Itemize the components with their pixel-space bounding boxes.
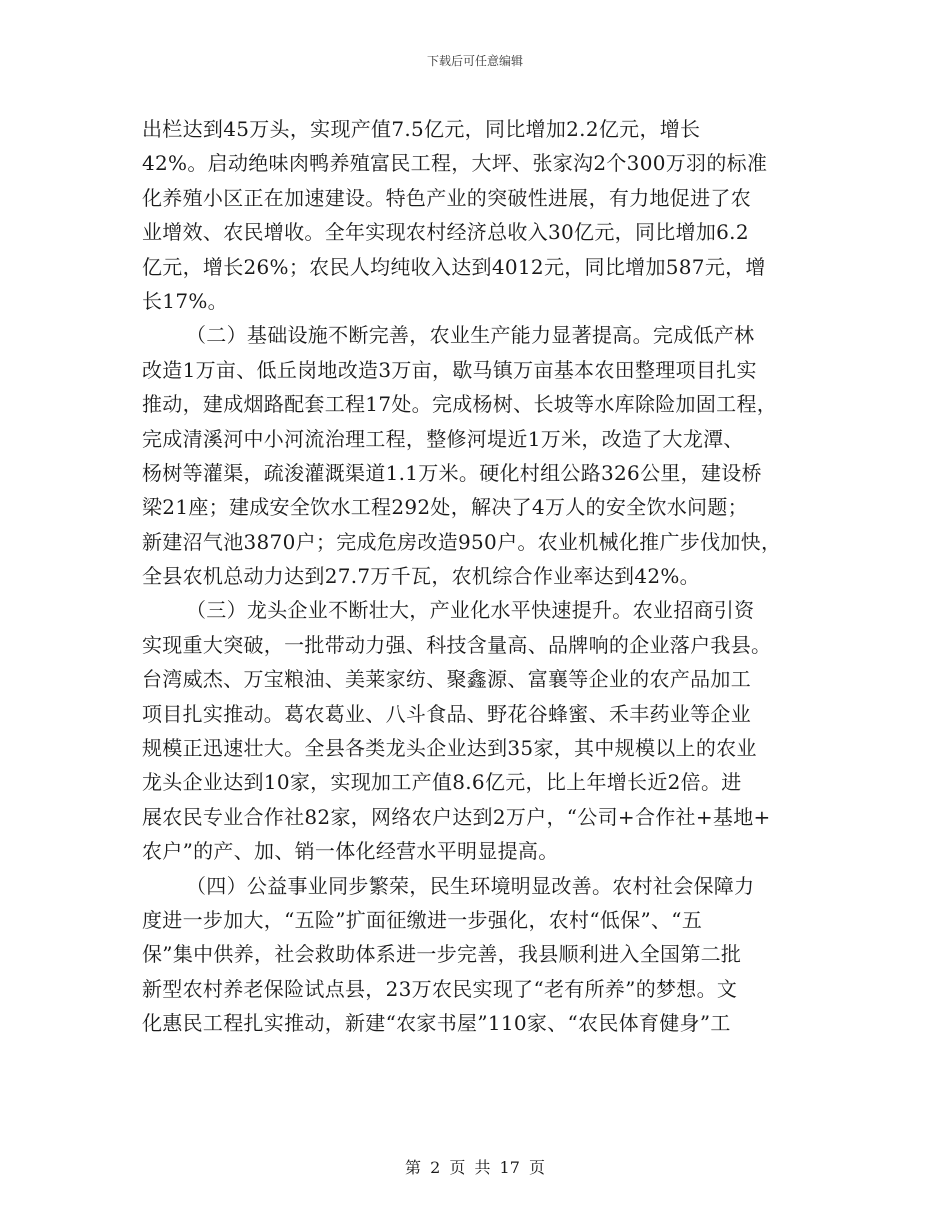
text-line: 项目扎实推动。葛农葛业、八斗食品、野花谷蜂蜜、禾丰药业等企业: [142, 701, 751, 726]
text-line: 业增效、农民增收。全年实现农村经济总收入30亿元，同比增加6.2: [142, 220, 749, 245]
text-line: 化养殖小区正在加速建设。特色产业的突破性进展，有力地促进了农: [142, 185, 751, 210]
document-body: [142, 112, 814, 1041]
text-line: 改造1万亩、低丘岗地改造3万亩，歇马镇万亩基本农田整理项目扎实: [142, 357, 757, 382]
text-line: 度进一步加大，“五险”扩面征缴进一步强化，农村“低保”、“五: [142, 907, 703, 932]
text-line: 杨树等灌渠，疏浚灌溉渠道1.1万米。硬化村组公路326公里，建设桥: [142, 460, 762, 485]
text-line: 龙头企业达到10家，实现加工产值8.6亿元，比上年增长近2倍。进: [142, 770, 742, 795]
text-line: 长17%。: [142, 288, 228, 313]
text-line: 全县农机总动力达到27.7万千瓦，农机综合作业率达到42%。: [142, 564, 700, 589]
paragraph-start-line: （四）公益事业同步繁荣，民生环境明显改善。农村社会保障力: [186, 873, 755, 898]
text-line: 出栏达到45万头，实现产值7.5亿元，同比增加2.2亿元，增长: [142, 117, 701, 141]
text-line: 实现重大突破，一批带动力强、科技含量高、品牌响的企业落户我县。: [142, 632, 772, 657]
text-line: 化惠民工程扎实推动，新建“农家书屋”110家、“农民体育健身”工: [142, 1011, 731, 1036]
text-line: 台湾威杰、万宝粮油、美莱家纺、聚鑫源、富襄等企业的农产品加工: [142, 667, 751, 692]
text-line: 新型农村养老保险试点县，23万农民实现了“老有所养”的梦想。文: [142, 976, 738, 1001]
text-line: 完成清溪河中小河流治理工程，整修河堤近1万米，改造了大龙潭、: [142, 426, 744, 451]
text-line: 规模正迅速壮大。全县各类龙头企业达到35家，其中规模以上的农业: [142, 736, 757, 761]
page-header: 下载后可任意编辑: [426, 54, 523, 68]
page-footer: 第 2 页 共 17 页: [405, 1158, 545, 1177]
paragraph-start-line: （二）基础设施不断完善，农业生产能力显著提高。完成低产林: [186, 323, 755, 348]
text-line: 梁21座；建成安全饮水工程292处，解决了4万人的安全饮水问题；: [142, 495, 748, 520]
text-line: 保”集中供养，社会救助体系进一步完善，我县顺利进入全国第二批: [142, 942, 742, 967]
text-line: 新建沼气池3870户；完成危房改造950户。农业机械化推广步伐加快，: [142, 529, 782, 554]
paragraph-start-line: （三）龙头企业不断壮大，产业化水平快速提升。农业招商引资: [186, 598, 755, 623]
text-line: 推动，建成烟路配套工程17处。完成杨树、长坡等水库除险加固工程，: [142, 392, 778, 417]
text-line: 展农民专业合作社82家，网络农户达到2万户，“公司+合作社+基地+: [142, 804, 771, 829]
text-line: 亿元，增长26%；农民人均纯收入达到4012元，同比增加587元，增: [142, 254, 766, 279]
text-line: 42%。启动绝味肉鸭养殖富民工程，大坪、张家沟2个300万羽的标准: [142, 151, 768, 176]
text-line: 农户”的产、加、销一体化经营水平明显提高。: [142, 839, 559, 864]
